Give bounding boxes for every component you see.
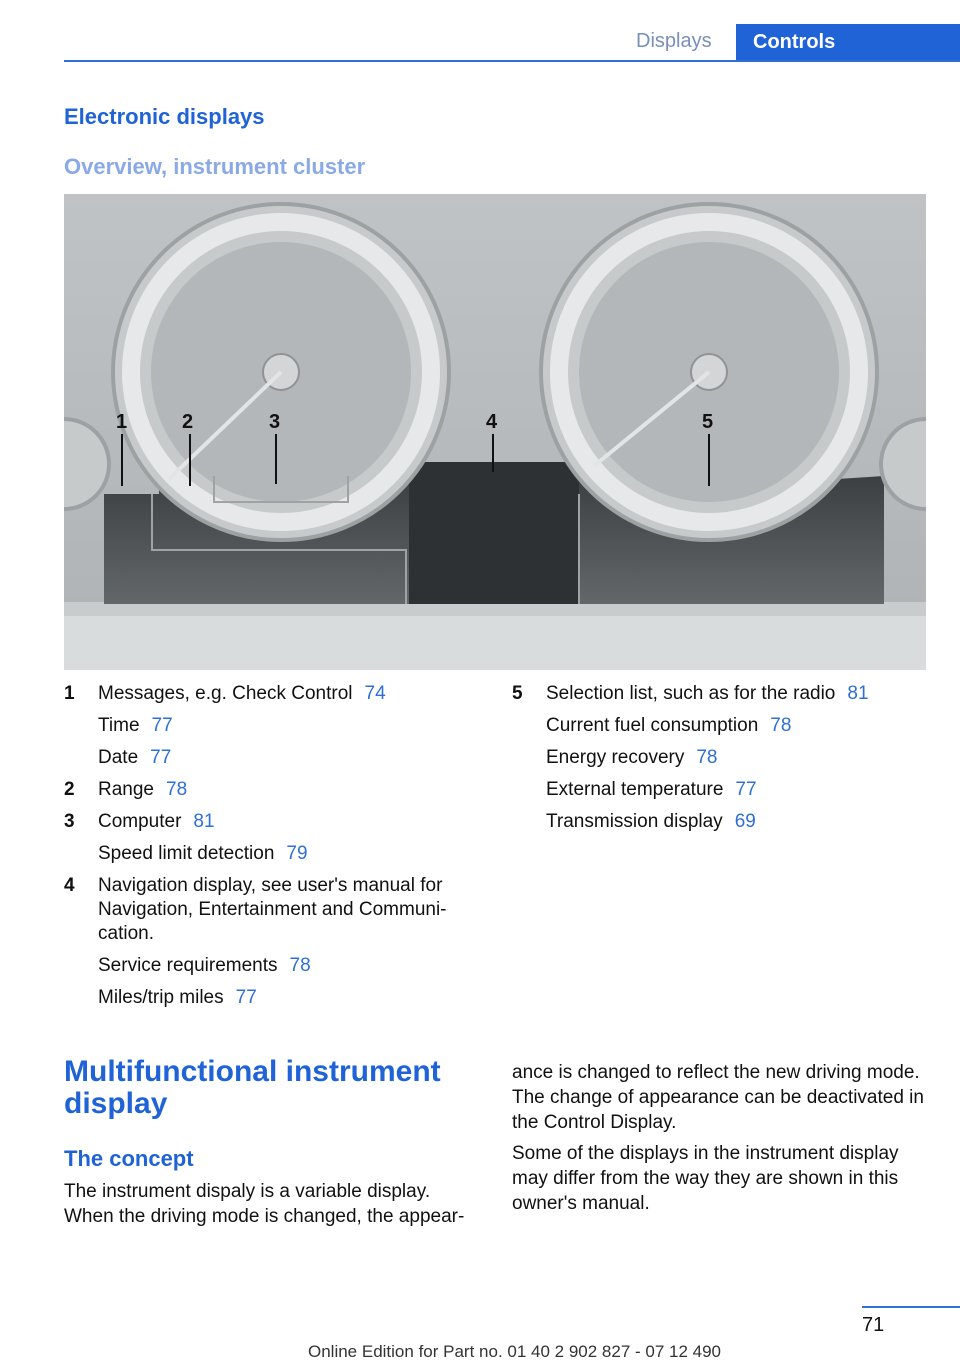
page-subtitle: Overview, instrument cluster: [64, 154, 366, 179]
page-link-77[interactable]: 77: [150, 747, 172, 768]
legend-number: 3: [64, 811, 75, 832]
legend-label: Service requirements: [98, 955, 278, 976]
page-link-69[interactable]: 69: [734, 811, 756, 832]
legend-label: Miles/trip miles: [98, 987, 224, 1008]
body-paragraph: Some of the displays in the instrument display may differ from the way they are shown in this owner's manual.: [512, 1143, 899, 1214]
callout-2: 2: [182, 411, 194, 433]
page-link-78[interactable]: 78: [166, 779, 188, 800]
page-link-77[interactable]: 77: [735, 779, 757, 800]
legend-label: Computer: [98, 811, 182, 832]
footer-edition: Online Edition for Part no. 01 40 2 902 827 - 07 12 490: [308, 1342, 722, 1361]
page-link-74[interactable]: 74: [364, 683, 386, 704]
header-rule: [64, 60, 960, 62]
legend-label: External temperature: [546, 779, 724, 800]
page-link-77[interactable]: 77: [151, 715, 173, 736]
instrument-cluster-illustration: [64, 194, 926, 670]
header-tab-controls: Controls: [736, 24, 960, 62]
legend-number: 4: [64, 875, 75, 896]
section-subtitle: The concept: [64, 1146, 194, 1171]
legend-subitem-transmission: [546, 810, 922, 834]
instrument-cluster-figure: [64, 194, 926, 670]
legend-item-5: [512, 682, 922, 706]
body-paragraph: ance is changed to reflect the new driving mode. The change of appearance can be deactivated in the Control Display.: [512, 1062, 924, 1133]
section-title: Multifunctional instrument display: [64, 1055, 441, 1120]
legend-number: 1: [64, 683, 75, 704]
page-link-81[interactable]: 81: [193, 811, 215, 832]
legend-label: Navigation display, see user's manual for Navigation, Entertainment and Communi-cation.: [98, 875, 447, 944]
callout-3: 3: [269, 411, 281, 433]
footer-rule: [862, 1306, 960, 1308]
legend-label: Range: [98, 779, 154, 800]
legend-left: [64, 682, 474, 1018]
page-link-77[interactable]: 77: [235, 987, 257, 1008]
page-link-78[interactable]: 78: [696, 747, 718, 768]
legend-label: Energy recovery: [546, 747, 685, 768]
legend-item-3: [64, 810, 474, 834]
page-number: 71: [862, 1314, 885, 1336]
page-title: Electronic displays: [64, 104, 265, 129]
legend-label: Speed limit detection: [98, 843, 275, 864]
legend-label: Messages, e.g. Check Control: [98, 683, 353, 704]
page-link-79[interactable]: 79: [286, 843, 308, 864]
callout-1: 1: [116, 411, 128, 433]
header-tab-displays: Displays: [636, 30, 712, 52]
legend-item-1: [64, 682, 474, 706]
legend-subitem-service: [98, 954, 474, 978]
page-link-78[interactable]: 78: [770, 715, 792, 736]
legend-number: 2: [64, 779, 75, 800]
legend-subitem-speed-limit: [98, 842, 474, 866]
legend-right: [512, 682, 922, 842]
legend-number: 5: [512, 683, 523, 704]
legend-subitem-time: [98, 714, 474, 738]
page-link-81[interactable]: 81: [847, 683, 869, 704]
legend-label: Current fuel consumption: [546, 715, 759, 736]
legend-label: Transmission display: [546, 811, 723, 832]
callout-4: 4: [486, 411, 498, 433]
legend-item-2: [64, 778, 474, 802]
legend-subitem-fuel: [546, 714, 922, 738]
legend-subitem-energy: [546, 746, 922, 770]
legend-label: Time: [98, 715, 140, 736]
legend-subitem-ext-temp: [546, 778, 922, 802]
legend-label: Date: [98, 747, 139, 768]
legend-subitem-date: [98, 746, 474, 770]
callout-5: 5: [702, 411, 714, 433]
legend-label: Selection list, such as for the radio: [546, 683, 836, 704]
legend-item-4: [64, 874, 474, 946]
legend-subitem-miles: [98, 986, 474, 1010]
page-link-78[interactable]: 78: [289, 955, 311, 976]
body-paragraph: The instrument dispaly is a variable display. When the driving mode is changed, the appear-: [64, 1181, 465, 1227]
